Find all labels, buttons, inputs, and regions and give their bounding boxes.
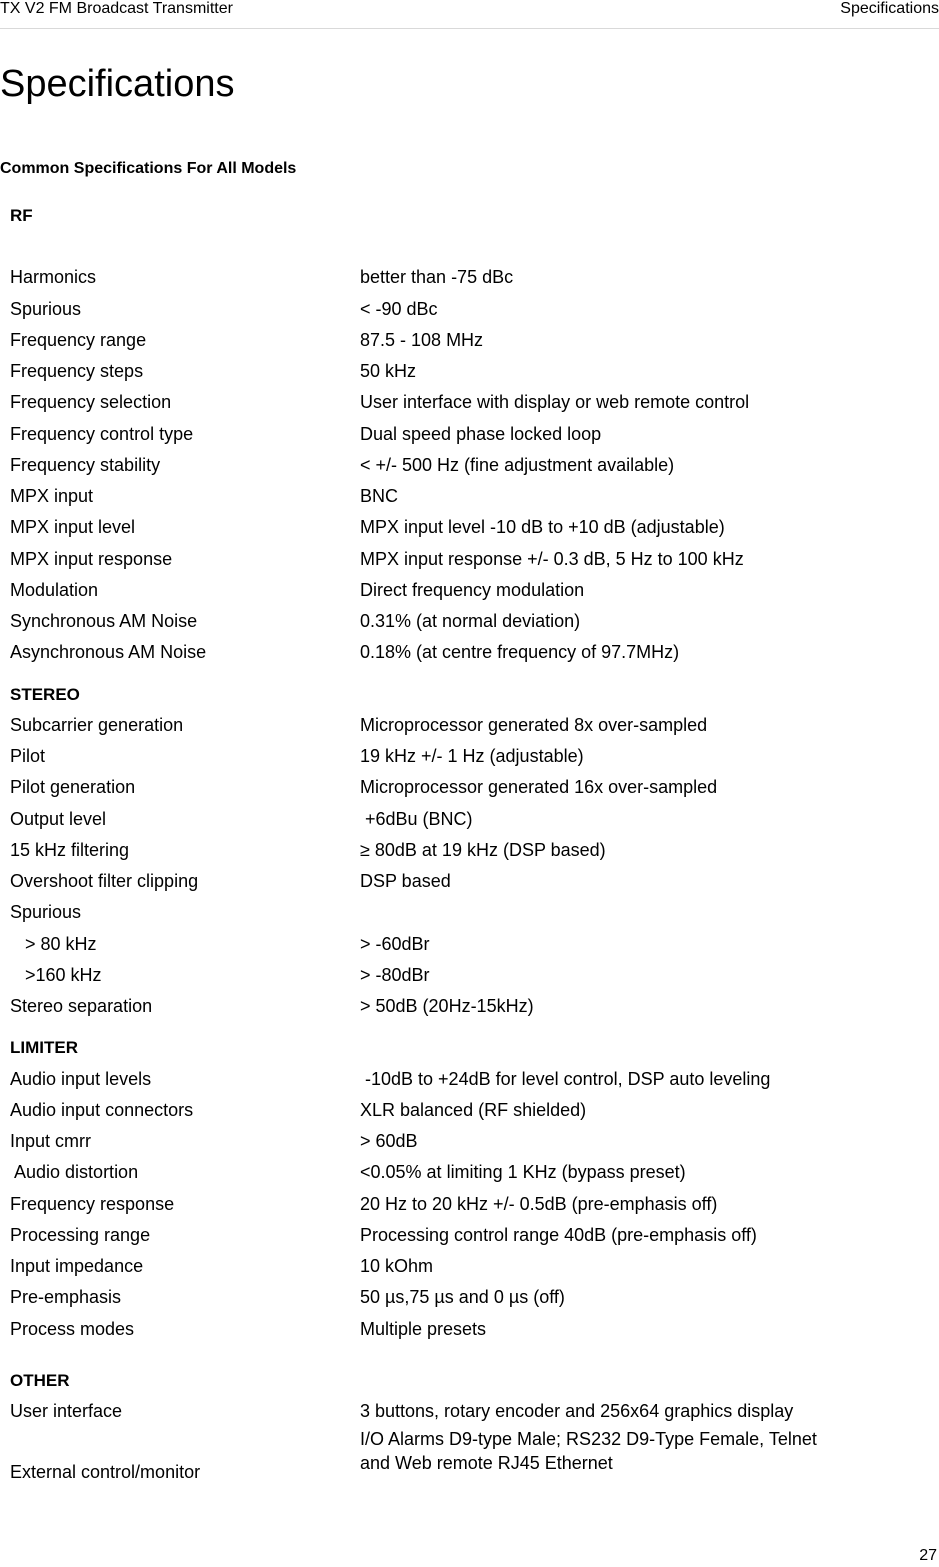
- spec-row: [10, 929, 910, 960]
- spec-row: [10, 1157, 910, 1188]
- spec-label: Frequency response: [10, 1193, 175, 1214]
- page-header: [0, 0, 939, 29]
- spec-label: Stereo separation: [10, 996, 153, 1016]
- spec-row: [10, 294, 910, 325]
- section-heading-rf: RF: [10, 206, 33, 225]
- spec-value: > 60dB: [360, 1131, 418, 1151]
- spec-row: [10, 481, 910, 512]
- spec-value: 50 µs,75 µs and 0 µs (off): [360, 1287, 565, 1308]
- spec-row: [10, 804, 910, 835]
- spec-row: [10, 575, 910, 606]
- spec-value: ≥ 80dB at 19 kHz (DSP based): [360, 839, 606, 860]
- spec-label: Asynchronous AM Noise: [10, 642, 207, 663]
- spec-row: [10, 387, 910, 418]
- spec-row: [10, 897, 910, 928]
- spec-label: Subcarrier generation: [10, 714, 184, 735]
- section-heading-other: OTHER: [10, 1370, 70, 1390]
- spec-row: [10, 419, 910, 450]
- spec-row: [10, 866, 910, 897]
- spec-value: -10dB to +24dB for level control, DSP auto leveling: [360, 1068, 771, 1089]
- spec-value: DSP based: [360, 871, 451, 891]
- spec-row-external-control: [10, 1427, 910, 1491]
- spec-value: 19 kHz +/- 1 Hz (adjustable): [360, 746, 584, 766]
- spec-value: Processing control range 40dB (pre-emphasis off): [360, 1224, 757, 1245]
- spec-value: MPX input response +/- 0.3 dB, 5 Hz to 100 kHz: [360, 548, 744, 569]
- spec-value: > -60dBr: [360, 933, 430, 954]
- spec-value: BNC: [360, 486, 399, 506]
- spec-label: Spurious: [10, 902, 82, 923]
- spec-value: +6dBu (BNC): [360, 808, 473, 829]
- spec-row: [10, 741, 910, 772]
- spec-value-line: I/O Alarms D9-type Male; RS232 D9-Type Female, Telnet: [360, 1429, 817, 1450]
- spec-value: User interface with display or web remote control: [360, 392, 750, 413]
- spec-value: < -90 dBc: [360, 298, 438, 319]
- spec-value: 87.5 - 108 MHz: [360, 329, 484, 350]
- spec-row: [10, 991, 910, 1022]
- spec-value: 0.31% (at normal deviation): [360, 611, 581, 631]
- spec-label: Overshoot filter clipping: [10, 871, 199, 891]
- spec-label: Process modes: [10, 1318, 135, 1339]
- spec-row: [10, 1189, 910, 1220]
- spec-value: MPX input level -10 dB to +10 dB (adjustable): [360, 517, 725, 538]
- spec-row: [10, 512, 910, 543]
- spec-row: [10, 1220, 910, 1251]
- page-number: 27: [919, 1547, 937, 1564]
- spec-row: [10, 772, 910, 803]
- spec-value: [360, 1427, 860, 1475]
- spec-label: Output level: [10, 808, 107, 829]
- spec-label: Frequency stability: [10, 454, 161, 475]
- spec-value: <0.05% at limiting 1 KHz (bypass preset): [360, 1162, 686, 1183]
- spec-row: [10, 1064, 910, 1095]
- spec-label: 15 kHz filtering: [10, 839, 130, 860]
- spec-label: Audio input connectors: [10, 1099, 194, 1120]
- spec-label: Audio distortion: [10, 1162, 139, 1183]
- spec-row: [10, 450, 910, 481]
- section-heading-limiter: LIMITER: [10, 1038, 78, 1058]
- spec-row: [10, 1314, 910, 1345]
- spec-label: External control/monitor: [10, 1462, 201, 1483]
- spec-row: [10, 544, 910, 575]
- spec-label: MPX input: [10, 486, 94, 506]
- section-heading-stereo: STEREO: [10, 684, 80, 704]
- spec-label: Frequency control type: [10, 423, 194, 444]
- spec-row: [10, 710, 910, 741]
- spec-value: XLR balanced (RF shielded): [360, 1099, 587, 1120]
- spec-value: 20 Hz to 20 kHz +/- 0.5dB (pre-emphasis off): [360, 1193, 718, 1214]
- spec-value: Direct frequency modulation: [360, 579, 585, 600]
- spec-row: [10, 1282, 910, 1313]
- spec-value: 50 kHz: [360, 361, 417, 381]
- spec-value: 3 buttons, rotary encoder and 256x64 graphics display: [360, 1401, 794, 1421]
- spec-label: Modulation: [10, 579, 99, 600]
- spec-value: < +/- 500 Hz (fine adjustment available): [360, 454, 675, 475]
- spec-value: > 50dB (20Hz-15kHz): [360, 996, 534, 1016]
- spec-label: Frequency selection: [10, 392, 172, 413]
- spec-label: Processing range: [10, 1224, 151, 1245]
- spec-label: Harmonics: [10, 267, 97, 288]
- header-document-title: TX V2 FM Broadcast Transmitter: [0, 0, 233, 17]
- spec-value: Multiple presets: [360, 1318, 487, 1339]
- spec-label: Frequency range: [10, 329, 147, 350]
- spec-label: Pilot generation: [10, 777, 136, 798]
- spec-label: Input impedance: [10, 1256, 144, 1276]
- spec-label: Synchronous AM Noise: [10, 611, 198, 631]
- spec-row: [10, 1095, 910, 1126]
- spec-label: MPX input response: [10, 548, 173, 569]
- spec-row: [10, 606, 910, 637]
- spec-label: Spurious: [10, 298, 82, 319]
- spec-value: Dual speed phase locked loop: [360, 423, 602, 444]
- spec-row: [10, 356, 910, 387]
- spec-label: >160 kHz: [10, 964, 102, 985]
- spec-value: Microprocessor generated 16x over-sampled: [360, 777, 718, 798]
- spec-value: 10 kOhm: [360, 1256, 434, 1276]
- spec-value: better than -75 dBc: [360, 267, 514, 288]
- page-title: Specifications: [0, 63, 235, 105]
- spec-row: [10, 1126, 910, 1157]
- spec-value: 0.18% (at centre frequency of 97.7MHz): [360, 642, 680, 663]
- spec-row: [10, 637, 910, 668]
- spec-label: Pilot: [10, 746, 46, 766]
- spec-row: [10, 325, 910, 356]
- spec-value: Microprocessor generated 8x over-sampled: [360, 714, 708, 735]
- spec-label: Pre-emphasis: [10, 1287, 122, 1308]
- spec-value: > -80dBr: [360, 964, 430, 985]
- page-subtitle: Common Specifications For All Models: [0, 160, 297, 177]
- spec-row: [10, 1251, 910, 1282]
- spec-row: [10, 262, 910, 293]
- header-section-title: Specifications: [840, 0, 939, 17]
- spec-label: > 80 kHz: [10, 933, 97, 954]
- spec-row: [10, 960, 910, 991]
- spec-label: Input cmrr: [10, 1131, 92, 1151]
- spec-label: User interface: [10, 1401, 123, 1421]
- spec-row: [10, 835, 910, 866]
- spec-row: [10, 1396, 910, 1427]
- spec-label: Frequency steps: [10, 361, 144, 381]
- spec-value-line: and Web remote RJ45 Ethernet: [360, 1453, 613, 1474]
- spec-table: [10, 200, 910, 1491]
- spec-label: Audio input levels: [10, 1068, 152, 1089]
- spec-label: MPX input level: [10, 517, 136, 538]
